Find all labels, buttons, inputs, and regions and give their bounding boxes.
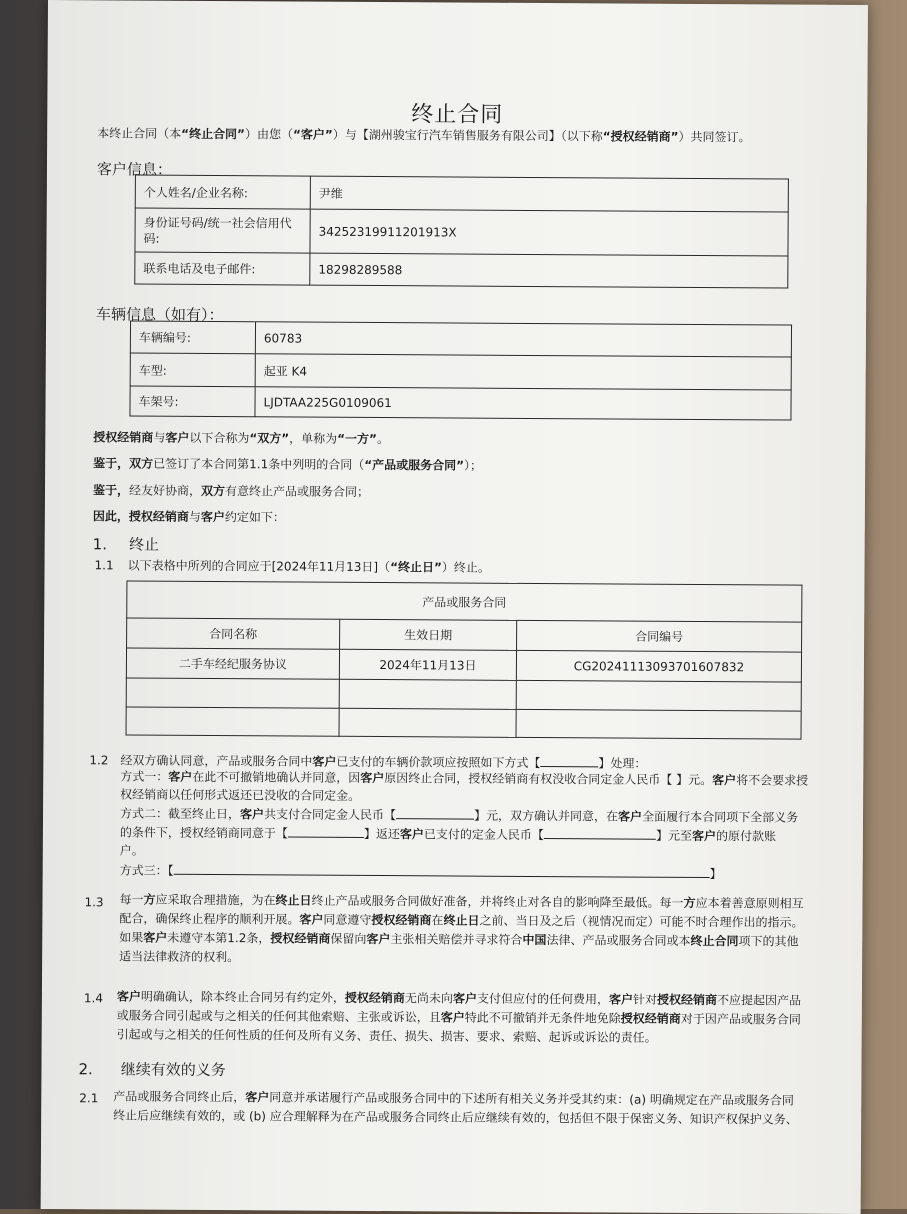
section-1-heading: 1. 终止 [92,535,160,554]
customer-row-contact [135,252,788,288]
document-page [41,0,868,1214]
method-2-line-1: 方式二：截至终止日，客户共支付合同定金人民币【 】元，双方确认并同意，在客户全面履行本合同项下全部义务 [119,806,799,825]
intro-text-1: 本终止合同（本 [97,126,182,141]
method-1-line-1: 方式一：客户在此不可撤销地确认并同意，因客户原因终止合同，授权经销商有权没收合同定金人民币【 】元。客户将不会要求授 [120,769,809,788]
customer-info-heading: 客户信息： [96,160,173,179]
clause-1-3-line-4: 适当法律救济的权利。 [119,949,240,965]
vehicle-info-heading: 车辆信息（如有）： [96,305,224,325]
vehicle-number-value: 60783 [255,322,791,357]
vehicle-row-vin [130,386,791,420]
vehicle-row-model [130,353,791,390]
intro-term-dealer: “授权经销商” [602,129,679,144]
intro-paragraph [97,125,750,146]
contract-table-caption-row [127,581,802,622]
method-blank [540,755,598,767]
customer-contact-value: 18298289588 [310,253,788,288]
vehicle-vin-label: 车架号: [130,386,255,417]
clause-1-2-number: 1.2 [89,753,109,768]
clause-1-4-line-3: 引起或与之相关的任何性质的任何及所有义务、责任、损失、损害、要求、索赔、起诉或诉讼的责任。 [116,1027,657,1045]
contract-table-row [126,648,801,682]
method-1-line-2: 权经销商以任何形式返还已没收的合同定金。 [120,787,361,803]
customer-id-value: 34252319911201913X [310,209,788,256]
contract-header-date: 生效日期 [340,619,517,650]
intro-term-contract: “终止合同” [181,126,246,142]
whereas-clause-2: 鉴于，经友好协商，双方有意终止产品或服务合同； [92,483,370,499]
vehicle-row-number [130,321,791,357]
document-title: 终止合同 [411,102,504,128]
contract-cell-name: 二手车经纪服务协议 [126,648,339,679]
clause-1-4-line-1: 客户明确确认，除本终止合同另有约定外，授权经销商无尚未向客户支付但应付的任何费用，客户针对授权经销商不应提起因产品 [116,989,802,1008]
contract-header-number: 合同编号 [517,620,802,652]
contract-table-header-row [127,618,802,652]
customer-row-id [135,208,788,256]
clause-2-1-number: 2.1 [79,1091,99,1106]
contract-cell-number: CG20241113093701607832 [516,650,801,682]
intro-term-customer: “客户” [292,127,333,142]
method-2-line-3: 户。 [119,843,144,858]
customer-row-name [135,175,788,212]
clause-1-3-line-2: 配合，确保终止程序的顺利开展。客户同意遵守授权经销商在终止日之前、当日及之后（视情况而定）可能不时合理作出的指示。 [119,911,804,930]
contract-table-empty-row [126,707,801,739]
intro-text-3: ）与【湖州骏宝行汽车销售服务有限公司】（以下称 [332,127,603,144]
contract-table-empty-row [126,678,801,711]
contract-table [126,580,803,739]
customer-name-label: 个人姓名/企业名称: [135,175,310,209]
parties-definition: 授权经销商与客户以下合称为“双方”，单称为“一方”。 [93,430,390,447]
contract-header-name: 合同名称 [127,618,340,649]
vehicle-model-value: 起亚 K4 [255,354,791,390]
vehicle-vin-value: LJDTAA225G0109061 [255,387,791,420]
therefore-clause: 因此，授权经销商与客户约定如下： [92,509,285,525]
customer-contact-label: 联系电话及电子邮件: [135,252,310,285]
method-2-line-2: 的条件下，授权经销商同意于【 】返还客户已支付的定金人民币【 】元至客户的原付款账 [119,825,777,844]
clause-1-4-number: 1.4 [83,991,104,1006]
clause-2-1-line-2: 终止后应继续有效的，或 (b) 应合理解释为在产品或服务合同终止后应继续有效的，包括但不限于保密义务、知识产权保护义务、 [113,1108,798,1127]
clause-1-2-lead: 经双方确认同意，产品或服务合同中客户已支付的车辆价款项应按照如下方式【 】处理： [120,753,647,771]
clause-1-4-line-2: 或服务合同引起或与之相关的任何其他索赔、主张或诉讼，且客户特此不可撤销并无条件地免除授权经销商对于因产品或服务合同 [116,1008,801,1027]
method-3-line: 方式三：【 】 [119,863,722,882]
customer-id-label: 身份证号码/统一社会信用代码: [135,208,310,253]
clause-1-3-line-3: 如果客户未遵守本第1.2条，授权经销商保留向客户主张相关赔偿并寻求符合中国法律、产品或服务合同或本终止合同项下的其他 [119,930,799,949]
intro-text-4: ）共同签订。 [678,129,751,145]
whereas-clause-1: 鉴于，双方已签订了本合同第1.1条中列明的合同（“产品或服务合同”）； [93,456,483,473]
contract-cell-date: 2024年11月13日 [339,649,516,680]
clause-1-1: 1.1 以下表格中所列的合同应于[2024年11月13日]（“终止日”）终止。 [94,558,490,575]
clause-1-3-line-1: 每一方应采取合理措施，为在终止日终止产品或服务合同做好准备，并将终止对各自的影响降至最低。每一方应本着善意原则相互 [119,892,804,911]
customer-info-table [134,175,789,289]
vehicle-number-label: 车辆编号: [130,321,255,354]
customer-name-value: 尹维 [310,176,788,212]
vehicle-info-table [129,321,792,421]
clause-1-3-number: 1.3 [84,895,104,910]
section-2-heading: 2. 继续有效的义务 [78,1060,226,1080]
contract-table-caption: 产品或服务合同 [127,581,802,622]
clause-2-1-line-1: 产品或服务合同终止后，客户同意并承诺履行产品或服务合同中的下述所有相关义务并受其约束：(a) 明确规定在产品或服务合同 [113,1089,794,1108]
intro-text-2: ）由您（ [244,127,294,142]
vehicle-model-label: 车型: [130,353,255,387]
